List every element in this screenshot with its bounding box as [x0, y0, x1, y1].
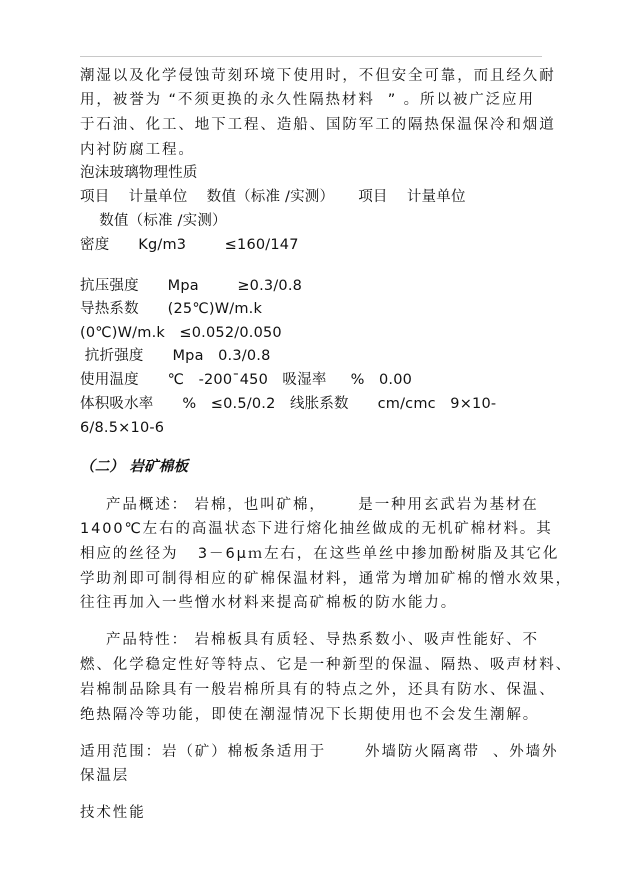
features-line: 产品特性： 岩棉板具有质轻、导热系数小、吸声性能好、不	[80, 632, 539, 648]
glass-props-row: 抗压强度 Mpa ≥0.3/0.8	[80, 278, 303, 294]
overview-line: 相应的丝径为 3－6μｍ左右，在这些单丝中掺加酚树脂及其它化	[80, 546, 560, 562]
glass-props-row: 密度 Kg/m3 ≤160/147	[80, 237, 299, 253]
header-rule	[80, 56, 542, 57]
glass-props-row: (0℃)W/m.k ≤0.052/0.050	[80, 325, 282, 341]
features-line: 燃、化学稳定性好等特点、它是一种新型的保温、隔热、吸声材料、	[80, 657, 572, 673]
overview-line: 学助剂即可制得相应的矿棉保温材料，通常为增加矿棉的憎水效果，	[80, 571, 572, 587]
features-line: 绝热隔冷等功能，即使在潮湿情况下长期使用也不会发生潮解。	[80, 707, 540, 723]
glass-props-row: 体积吸水率 % ≤0.5/0.2 线胀系数 cm/cmc 9×10-	[80, 396, 497, 412]
scope-line-1: 适用范围：岩（矿）棉板条适用于 外墙防火隔离带 、外墙外	[80, 744, 559, 760]
glass-props-title: 泡沫玻璃物理性质	[80, 165, 198, 181]
glass-props-row: 使用温度 ℃ -200ˉ450 吸湿率 % 0.00	[80, 372, 413, 388]
glass-props-header-1: 项目 计量单位 数值（标准 /实测） 项目 计量单位	[80, 189, 466, 205]
glass-props-row: 6/8.5×10-6	[80, 420, 165, 436]
intro-line-3: 于石油、化工、地下工程、造船、国防军工的隔热保温保冷和烟道	[80, 117, 556, 133]
features-line: 岩棉制品除具有一般岩棉所具有的特点之外，还具有防水、保温、	[80, 682, 556, 698]
overview-line: 往往再加入一些憎水材料来提高矿棉板的防水能力。	[80, 595, 458, 611]
glass-props-row: 导热系数 (25℃)W/m.k	[80, 301, 263, 317]
intro-line-4: 内衬防腐工程。	[80, 142, 195, 158]
glass-props-row: 抗折强度 Mpa 0.3/0.8	[80, 348, 271, 364]
intro-line-2: 用，被誉为 “不须更换的永久性隔热材料 ” 。所以被广泛应用	[80, 92, 535, 108]
intro-line-1: 潮湿以及化学侵蚀苛刻环境下使用时，不但安全可靠，而且经久耐	[80, 68, 556, 84]
scope-line-2: 保温层	[80, 768, 130, 784]
glass-props-header-2: 数值（标准 /实测）	[80, 213, 227, 229]
overview-line: 产品概述： 岩棉，也叫矿棉， 是一种用玄武岩为基材在	[80, 497, 539, 513]
overview-line: 1400℃左右的高温状态下进行熔化抽丝做成的无机矿棉材料。其	[80, 521, 553, 537]
section-heading: （二） 岩矿棉板	[80, 458, 189, 475]
tech-performance-label: 技术性能	[80, 805, 146, 821]
